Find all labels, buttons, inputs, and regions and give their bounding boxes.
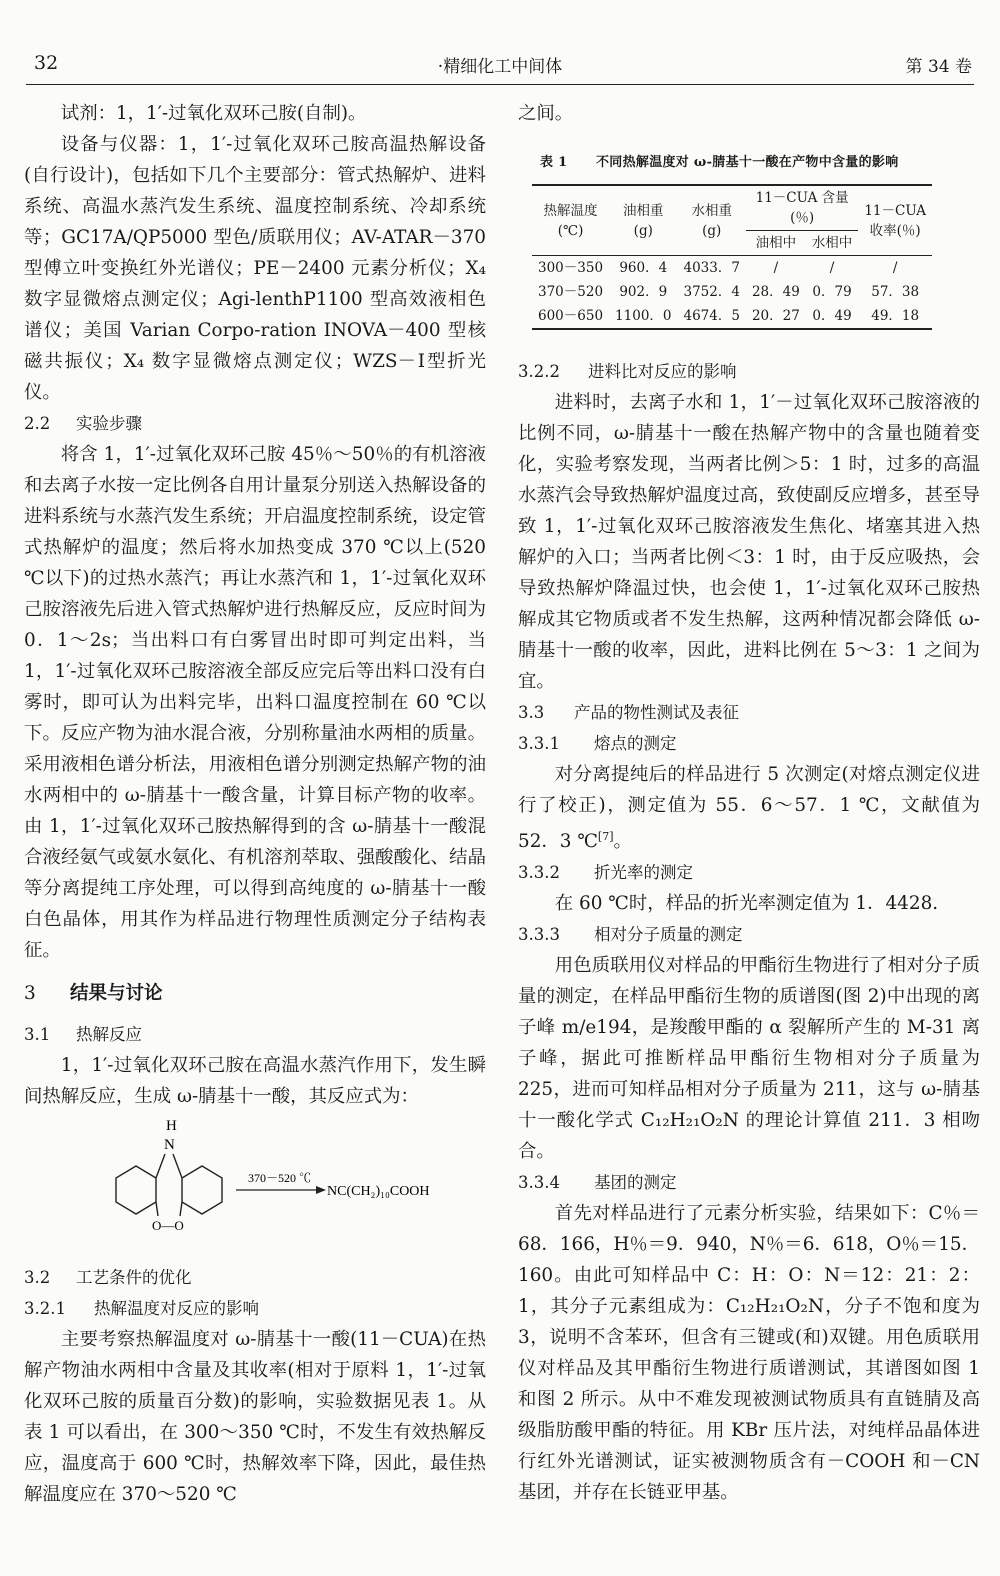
scheme-condition: 370－520 ℃ [248,1171,312,1185]
page-number: 32 [34,52,59,74]
reagent-paragraph: 试剂：1，1′-过氧化双环己胺(自制)。 [60,103,367,124]
col-header-oil-weight: 油相重 (g) [609,185,677,256]
volume-label: 第 34 卷 [905,57,972,77]
reaction-paragraph: 1，1′-过氧化双环己胺在高温水蒸汽作用下，发生瞬间热解反应，生成 ω-腈基十一酸，其反应式为： [24,1055,486,1107]
section-3-heading: 3 结果与讨论 [24,983,163,1004]
scheme-n-label: N [164,1137,175,1153]
equipment-paragraph: 设备与仪器：1，1′-过氧化双环己胺高温热解设备(自行设计)，包括如下几个主要部分：管式热解炉、进料系统、高温水蒸汽发生系统、温度控制系统、冷却系统等；GC17A/QP5000 型色/质联用仪；AV-ATAR－370 型傅立叶变换红外光谱仪；PE－2400 元素分析仪；X₄ 数字显微熔点测定仪；Agi-lenthP1100 型高效液相色谱仪；美国 Varian Corpo-ration INOVA－400 型核磁共振仪；X₄ 数字显微熔点测定仪；WZS－Ⅰ型折光仪。 [24,134,486,403]
section-3-2-1-heading: 3.2.1 热解温度对反应的影响 [24,1299,259,1318]
col-header-content: 11－CUA 含量 (％) [746,185,858,231]
section-3-2-2-heading: 3.2.2 进料比对反应的影响 [518,362,737,381]
feed-ratio-paragraph: 进料时，去离子水和 1，1′－过氧化双环己胺溶液的比例不同，ω-腈基十一酸在热解产物中的含量也随着变化，实验考察发现，当两者比例＞5：1 时，过多的高温水蒸汽会导致热解炉温度过高，致使副反应增多，甚至导致 1，1′-过氧化双环己胺溶液发生焦化、堵塞其进入热解炉的入口；当两者比例＜3：1 时，由于反应吸热，会导致热解炉降温过快，也会使 1，1′-过氧化双环己胺热解成其它物质或者不发生热解，这两种情况都会降低 ω-腈基十一酸的收率，因此，进料比例在 5～3：1 之间为宜。 [518,392,980,692]
table-row: 300－350 960．4 4033．7 / / / [538,260,898,276]
table-1-caption: 表 1 不同热解温度对 ω-腈基十一酸在产物中含量的影响 [540,155,899,170]
scheme-peroxide-label: O—O [152,1218,184,1233]
journal-name: ·精细化工中间体 [437,57,563,77]
continuation-text: 之间。 [518,103,574,124]
section-3-3-4-heading: 3.3.4 基团的测定 [518,1173,677,1192]
table-row: 600－650 1100．0 4674．5 20．27 0．49 49．18 [532,304,932,329]
reaction-scheme-drawing [24,1114,486,1254]
col-header-oil-phase: 油相中 [746,231,806,256]
running-header [26,50,974,85]
section-3-3-heading: 3.3 产品的物性测试及表征 [518,703,739,722]
reaction-scheme [24,1114,486,1254]
melting-point-paragraph: 对分离提纯后的样品进行 5 次测定(对熔点测定仪进行了校正)，测定值为 55．6～57．1 ℃，文献值为 52．3 ℃[7]。 [518,764,980,852]
left-column [24,98,486,1510]
col-header-yield: 11－CUA 收率(％) [858,185,932,256]
table-1 [532,184,932,330]
molecular-weight-paragraph: 用色质联用仪对样品的甲酯衍生物进行了相对分子质量的测定，在样品甲酯衍生物的质谱图(图 2)中出现的离子峰 m/e194，是羧酸甲酯的 α 裂解所产生的 M-31 离子峰，据此可推断样品甲酯衍生物相对分子质量为 225，进而可知样品相对分子质量为 211，这与 ω-腈基十一酸化学式 C₁₂H₂₁O₂N 的理论计算值 211．3 相吻合。 [518,955,980,1162]
section-3-2-heading: 3.2 工艺条件的优化 [24,1268,192,1287]
procedure-paragraph: 将含 1，1′-过氧化双环己胺 45％～50％的有机溶液和去离子水按一定比例各自用计量泵分别送入热解设备的进料系统与水蒸汽发生系统；开启温度控制系统，设定管式热解炉的温度；然后将水加热变成 370 ℃以上(520 ℃以下)的过热水蒸汽；再让水蒸汽和 1，1′-过氧化双环己胺溶液先后进入管式热解炉进行热解反应，反应时间为 0．1～2s；当出料口有白雾冒出时即可判定出料，当 1，1′-过氧化双环己胺溶液全部反应完后等出料口没有白雾时，即可认为出料完毕，出料口温度控制在 60 ℃以下。反应产物为油水混合液，分别称量油水两相的质量。采用液相色谱分析法，用液相色谱分别测定热解产物的油水两相中的 ω-腈基十一酸含量，计算目标产物的收率。由 1，1′-过氧化双环己胺热解得到的含 ω-腈基十一酸混合液经氨气或氨水氨化、有机溶剂萃取、强酸酸化、结晶等分离提纯工序处理，可以得到高纯度的 ω-腈基十一酸白色晶体，用其作为样品进行物理性质测定分子结构表征。 [24,444,486,961]
scheme-h-label: H [166,1118,177,1134]
bridge-bonds [156,1154,182,1216]
col-header-temp: 热解温度 (℃) [532,185,609,256]
right-column [518,98,980,1508]
functional-group-paragraph: 首先对样品进行了元素分析实验，结果如下：C％＝68．166，H％＝9．940，N％＝6．618，O％＝15．160。由此可知样品中 C：H：O：N＝12：21：2：1，其分子元素组成为：C₁₂H₂₁O₂N，分子不饱和度为 3，说明不含苯环，但含有三键或(和)双键。用色质联用仪对样品及其甲酯衍生物进行质谱测试，其谱图如图 1 和图 2 所示。从中不难发现被测试物质具有直链腈及高级脂肪酸甲酯的特征。用 KBr 压片法，对纯样品晶体进行红外光谱测试，证实被测物质含有－COOH 和－CN 基团，并存在长链亚甲基。 [518,1203,980,1503]
temperature-paragraph: 主要考察热解温度对 ω-腈基十一酸(11－CUA)在热解产物油水两相中含量及其收率(相对于原料 1，1′-过氧化双环己胺的质量百分数)的影响，实验数据见表 1。从表 1 可以看出，在 300～350 ℃时，不发生有效热解反应，温度高于 600 ℃时，热解效率下降，因此，最佳热解温度应在 370～520 ℃ [24,1329,486,1505]
section-3-3-2-heading: 3.3.2 折光率的测定 [518,863,693,882]
section-2-2-heading: 2.2 实验步骤 [24,414,142,433]
citation-ref: [7] [597,830,614,843]
table-row: 370－520 902．9 3752．4 28．49 0．79 57．38 [538,284,920,300]
col-header-water-phase: 水相中 [806,231,859,256]
refractive-index-paragraph: 在 60 ℃时，样品的折光率测定值为 1．4428. [554,893,939,914]
left-cyclohexane-ring [116,1166,156,1214]
section-3-3-3-heading: 3.3.3 相对分子质量的测定 [518,925,743,944]
right-cyclohexane-ring [182,1166,222,1214]
reaction-arrowhead [316,1186,326,1194]
section-3-1-heading: 3.1 热解反应 [24,1025,142,1044]
scheme-product: NC(CH₂)₁₀COOH [327,1184,430,1199]
col-header-water-weight: 水相重 (g) [678,185,746,256]
section-3-3-1-heading: 3.3.1 熔点的测定 [518,734,677,753]
